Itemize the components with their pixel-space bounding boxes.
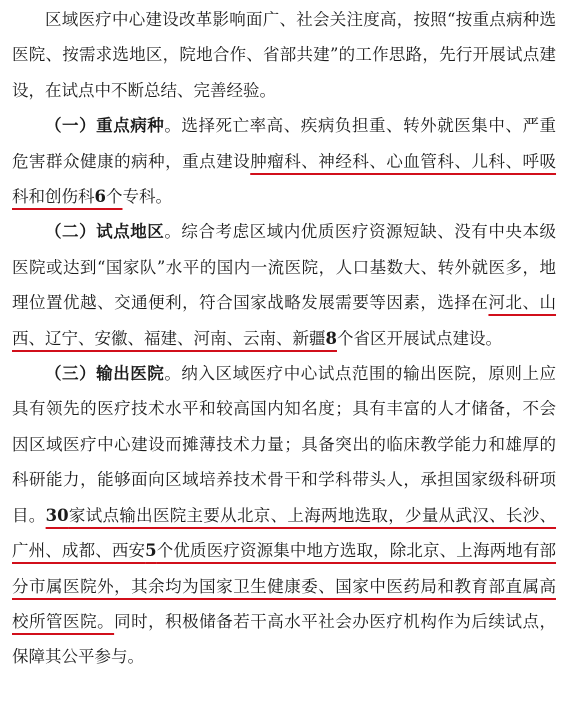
highlight-number: 30: [45, 505, 69, 525]
highlight-number: 5: [145, 541, 157, 561]
text-segment: 专科。: [122, 187, 172, 207]
section-heading: （二）试点地区: [45, 222, 165, 242]
text-segment: 。纳入区域医疗中心试点范围的输出医院，原则上应具有领先的医疗技术水平和较高国内知名度；具有丰富的人才储备，不会因区域医疗中心建设而摊薄技术力量；具备突出的临床教学能力和雄厚的科研能力，能够面向区域培养技术骨干和学科带头人，承担国家级科研项目。: [12, 364, 557, 525]
underlined-segment: 个优质医疗资源集中地方选取，除北京、上海两地有部分市属医院外，其余均为国家卫生健康委、国家中医药局和教育部直属高校所管医院。: [12, 541, 557, 631]
text-segment: 同时，积极储备若干高水平社会办医疗机构作为后续试点，保障其公平参与。: [12, 611, 557, 667]
text-segment: 个省区开展试点建设。: [336, 328, 502, 348]
section-heading: （一）重点病种: [45, 116, 165, 136]
section-output-hospitals: [12, 356, 556, 675]
highlight-number: 6: [94, 187, 106, 207]
text-segment: 。综合考虑区域内优质医疗资源短缺、没有中央本级医院或达到“国家队”水平的国内一流医院，人口基数大、转外就医多，地理位置优越、交通便利，符合国家战略发展需要等因素，选择在: [12, 222, 557, 313]
underlined-segment: 家试点输出医院主要从北京、上海两地选取，少量从武汉、长沙、广州、成都、西安: [12, 505, 557, 561]
highlight-number: 8: [325, 328, 337, 348]
section-key-diseases: [12, 108, 556, 214]
text-segment: 区域医疗中心建设改革影响面广、社会关注度高，按照“按重点病种选医院、按需求选地区，院地合作、省部共建”的工作思路，先行开展试点建设，在试点中不断总结、完善经验。: [12, 10, 556, 100]
section-heading: （三）输出医院: [45, 364, 165, 384]
underlined-segment: 河北、山西、辽宁、安徽、福建、河南、云南、新疆: [12, 293, 557, 348]
text-segment: 。选择死亡率高、疾病负担重、转外就医集中、严重危害群众健康的病种，重点建设: [12, 116, 557, 171]
underlined-segment: 肿瘤科、神经科、心血管科、儿科、呼吸科和创伤科: [12, 151, 557, 207]
document-body: [12, 2, 556, 675]
intro-paragraph: [12, 2, 556, 108]
section-pilot-regions: [12, 214, 556, 356]
underlined-segment: 个: [105, 187, 123, 207]
